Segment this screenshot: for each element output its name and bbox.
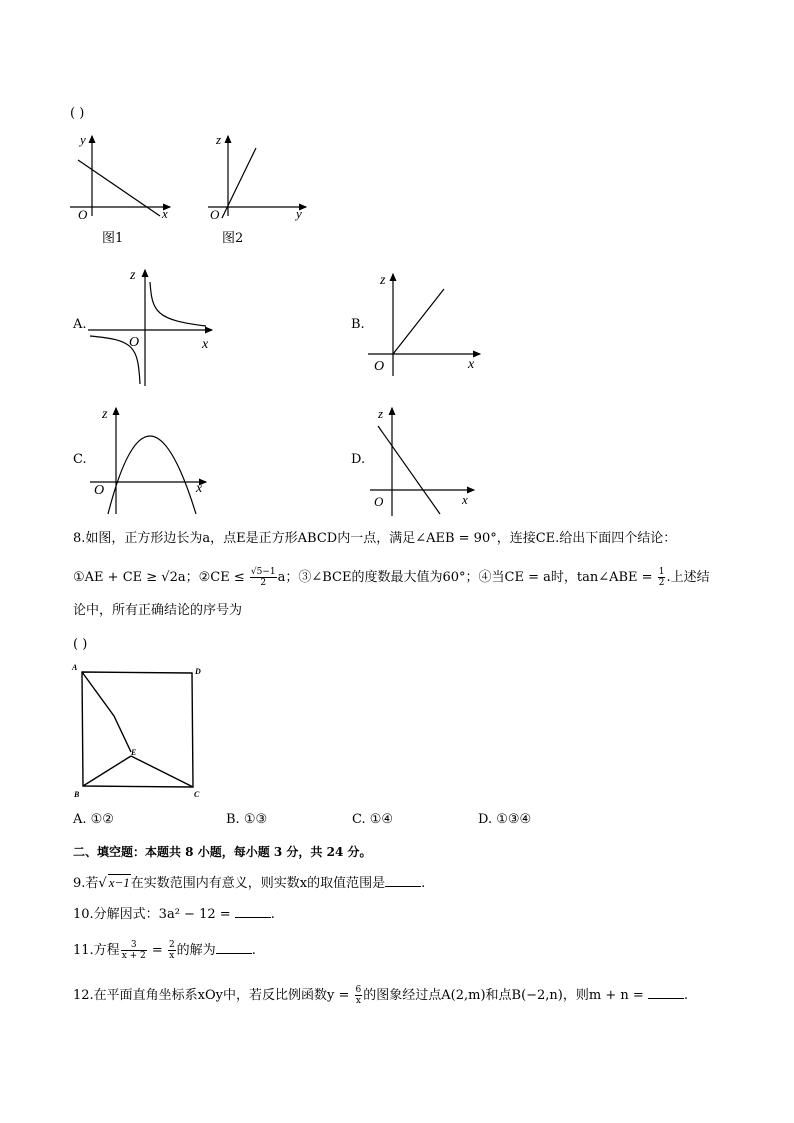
q8-choice-b: B. ①③: [226, 812, 268, 827]
q9-radicand: x−1: [108, 875, 130, 890]
point-e-label: E: [131, 748, 137, 757]
proportional-line: [393, 289, 444, 354]
q8-choice-a: A. ①②: [73, 812, 114, 827]
q7-option-a-graph: [86, 262, 220, 390]
q12: 12.在平面直角坐标系xOy中，若反比例函数y = $\frac{6}{x}$ 的图象经过点A(2,m)和点B(−2,n)，则m + n = .: [73, 985, 689, 1006]
x-axis-label: x: [462, 492, 468, 507]
q8-choice-d: D. ①③④: [478, 812, 532, 827]
q9: 9.若√ x−1在实数范围内有意义，则实数x的取值范围是 .: [73, 875, 426, 891]
parabola: [108, 436, 196, 514]
option-a-label: A.: [73, 317, 87, 332]
q12-answer-blank[interactable]: [648, 986, 684, 999]
q11-fraction-2: $\frac{2}{x}$: [168, 940, 175, 961]
square-abcd: [82, 672, 193, 787]
q9-answer-blank[interactable]: [385, 874, 421, 887]
origin-label: O: [78, 207, 88, 222]
q8-stem-end: 论中，所有正确结论的序号为: [73, 603, 243, 618]
origin-label: O: [94, 483, 105, 498]
q8-conclusion-4-fraction: $\frac{1}{2}$: [658, 567, 665, 588]
point-c-label: C: [194, 790, 200, 799]
option-d-label: D.: [351, 452, 366, 467]
z-axis-label: z: [102, 407, 108, 422]
q7-figure-2: [202, 128, 312, 224]
q8-choice-c: C. ①④: [352, 812, 394, 827]
segment-ae: [82, 672, 131, 752]
segment-ce: [131, 756, 193, 787]
q12-fraction: $\frac{6}{x}$: [355, 985, 362, 1006]
q11-answer-blank[interactable]: [216, 941, 252, 954]
q7-option-d-graph: [366, 402, 480, 518]
q10: 10.分解因式：3a² − 12 = .: [73, 907, 275, 922]
option-c-label: C.: [73, 452, 87, 467]
q11-fraction-1: $\frac{3}{x + 2}$: [121, 940, 146, 961]
point-b-label: B: [74, 790, 80, 799]
q11: 11.方程 $\frac{3}{x + 2}$ = $\frac{2}{x}$ 的解为 .: [73, 940, 256, 961]
q7-option-c-graph: [86, 402, 212, 516]
q8-conclusion-4-prefix: ④当CE = a时，tan∠ABE =: [478, 570, 657, 585]
option-b-label: B.: [351, 317, 365, 332]
decreasing-line: [78, 160, 160, 216]
figure-2-caption: 图2: [222, 231, 244, 246]
q8-square-figure: [70, 660, 210, 802]
y-axis-label: y: [80, 132, 86, 147]
q8-conclusion-2-fraction: $\frac{√5-1}{2}$: [250, 567, 276, 588]
q7-figure-1: [66, 128, 178, 224]
point-d-label: D: [195, 667, 201, 676]
q8-conclusion-1: ①AE + CE ≥ √2a；: [73, 570, 199, 585]
z-axis-label: z: [378, 406, 384, 421]
q8-conclusion-2-prefix: ②CE ≤: [198, 570, 249, 585]
q7-answer-paren: ( ): [70, 106, 85, 121]
q7-option-b-graph: [366, 266, 486, 376]
origin-label: O: [374, 359, 385, 374]
q8-conclusion-3: ③∠BCE的度数最大值为60°；: [298, 570, 479, 585]
q8-answer-paren: ( ): [73, 637, 88, 652]
q10-answer-blank[interactable]: [235, 905, 271, 918]
x-axis-label: x: [196, 481, 203, 496]
x-axis-label: x: [162, 206, 168, 221]
z-axis-label: z: [380, 273, 386, 288]
hyperbola-branch-1: [150, 282, 206, 326]
decreasing-line: [378, 426, 440, 514]
origin-label: O: [210, 207, 220, 222]
segment-be: [83, 756, 131, 786]
x-axis-label: x: [202, 337, 209, 352]
origin-label: O: [129, 335, 140, 350]
origin-label: O: [374, 494, 384, 509]
z-axis-label: z: [130, 268, 136, 283]
section-2-heading: 二、填空题：本题共 8 小题，每小题 3 分，共 24 分。: [73, 845, 372, 859]
figure-1-caption: 图1: [102, 231, 124, 246]
q8-conclusions: ①AE + CE ≥ √2a；②CE ≤ $\frac{√5-1}{2}$ a；③∠BCE的度数最大值为60°；④当CE = a时，tan∠ABE = $\frac{1}{2}$ .上述结: [73, 567, 710, 588]
point-a-label: A: [72, 663, 78, 672]
q8-stem: 8.如图，正方形边长为a，点E是正方形ABCD内一点，满足∠AEB = 90°，连接CE.给出下面四个结论：: [73, 531, 677, 546]
z-axis-label: z: [216, 132, 222, 147]
x-axis-label: x: [468, 357, 475, 372]
y-axis-label: y: [296, 206, 302, 221]
